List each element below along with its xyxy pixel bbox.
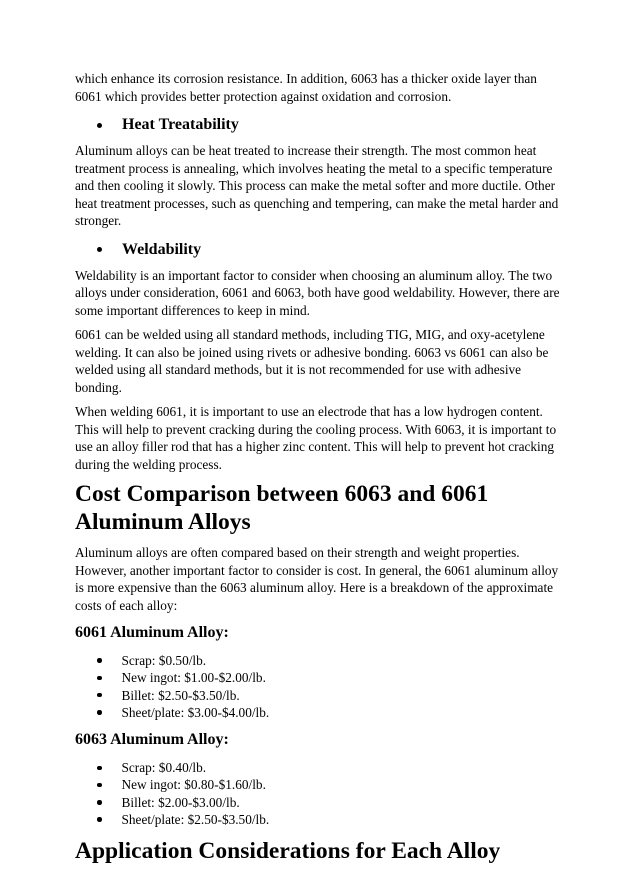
bullet-icon (97, 693, 102, 698)
alloy-6061-heading: 6061 Aluminum Alloy: (75, 624, 229, 641)
weldability-heading (75, 241, 565, 259)
application-considerations-heading: Application Considerations for Each Alloy (75, 838, 501, 865)
weldability-paragraph-2: 6061 can be welded using all standard methods, including TIG, MIG, and oxy-acetylene welding. It can also be joined using rivets or adhesive bonding. 6063 vs 6061 can also be welded using all standard methods, but it is not recommended for use with adhesive bonding. (75, 327, 549, 395)
list-item (75, 794, 565, 811)
list-item (75, 669, 565, 686)
bullet-icon (97, 817, 102, 822)
cost-comparison-heading: Cost Comparison between 6063 and 6061 Aluminum Alloys (75, 481, 489, 535)
list-item-text: Billet: $2.00-$3.00/lb. (121, 794, 240, 810)
bullet-icon (97, 658, 102, 663)
bullet-icon (97, 783, 102, 788)
bullet-icon (97, 123, 102, 128)
list-item (75, 704, 565, 721)
alloy-6063-heading: 6063 Aluminum Alloy: (75, 731, 229, 749)
heat-treatability-paragraph: Aluminum alloys can be heat treated to increase their strength. The most common heat treatment process is annealing, which involves heating the metal to a specific temperature and then cooling it slowly. This process can make the metal softer and more ductile. Other heat treatment processes, such as quenching and tempering, can make the metal harder and stronger. (75, 143, 559, 228)
list-item (75, 687, 565, 704)
list-item-text: Sheet/plate: $3.00-$4.00/lb. (121, 704, 270, 720)
list-item-text: Scrap: $0.40/lb. (121, 760, 207, 776)
alloy-6061-price-list (75, 652, 565, 721)
list-item (75, 776, 565, 793)
bullet-icon (97, 710, 102, 715)
alloy-6063-price-list (75, 759, 565, 828)
cost-comparison-paragraph: Aluminum alloys are often compared based on their strength and weight properties. However, another important factor to consider is cost. In general, the 6061 aluminum alloy is more expensive than the 6063 aluminum alloy. Here is a breakdown of the approximate costs of each alloy: (75, 545, 559, 613)
weldability-paragraph-1: Weldability is an important factor to consider when choosing an aluminum alloy. The two alloys under consideration, 6061 and 6063, both have good weldability. However, there are some important differences to keep in mind. (75, 267, 560, 318)
bullet-icon (97, 676, 102, 681)
document-page (75, 70, 565, 873)
bullet-icon (97, 766, 102, 771)
heading-text: Weldability (122, 240, 202, 258)
list-item-text: New ingot: $1.00-$2.00/lb. (121, 670, 266, 686)
list-item-text: New ingot: $0.80-$1.60/lb. (121, 777, 266, 793)
heat-treatability-heading (75, 116, 565, 134)
list-item-text: Scrap: $0.50/lb. (121, 653, 207, 668)
bullet-icon (97, 247, 102, 252)
list-item (75, 652, 565, 669)
bullet-icon (97, 800, 102, 805)
list-item (75, 759, 565, 776)
list-item-text: Billet: $2.50-$3.50/lb. (121, 687, 240, 703)
heading-text: Heat Treatability (122, 116, 239, 133)
weldability-paragraph-3: When welding 6061, it is important to use an electrode that has a low hydrogen content. This will help to prevent cracking during the cooling process. With 6063, it is important to use an alloy filler rod that has a higher zinc content. This will help to prevent hot cracking during the welding process. (75, 404, 557, 472)
intro-paragraph: which enhance its corrosion resistance. In addition, 6063 has a thicker oxide layer than 6061 which provides better protection against oxidation and corrosion. (75, 71, 537, 104)
list-item-text: Sheet/plate: $2.50-$3.50/lb. (121, 812, 270, 828)
